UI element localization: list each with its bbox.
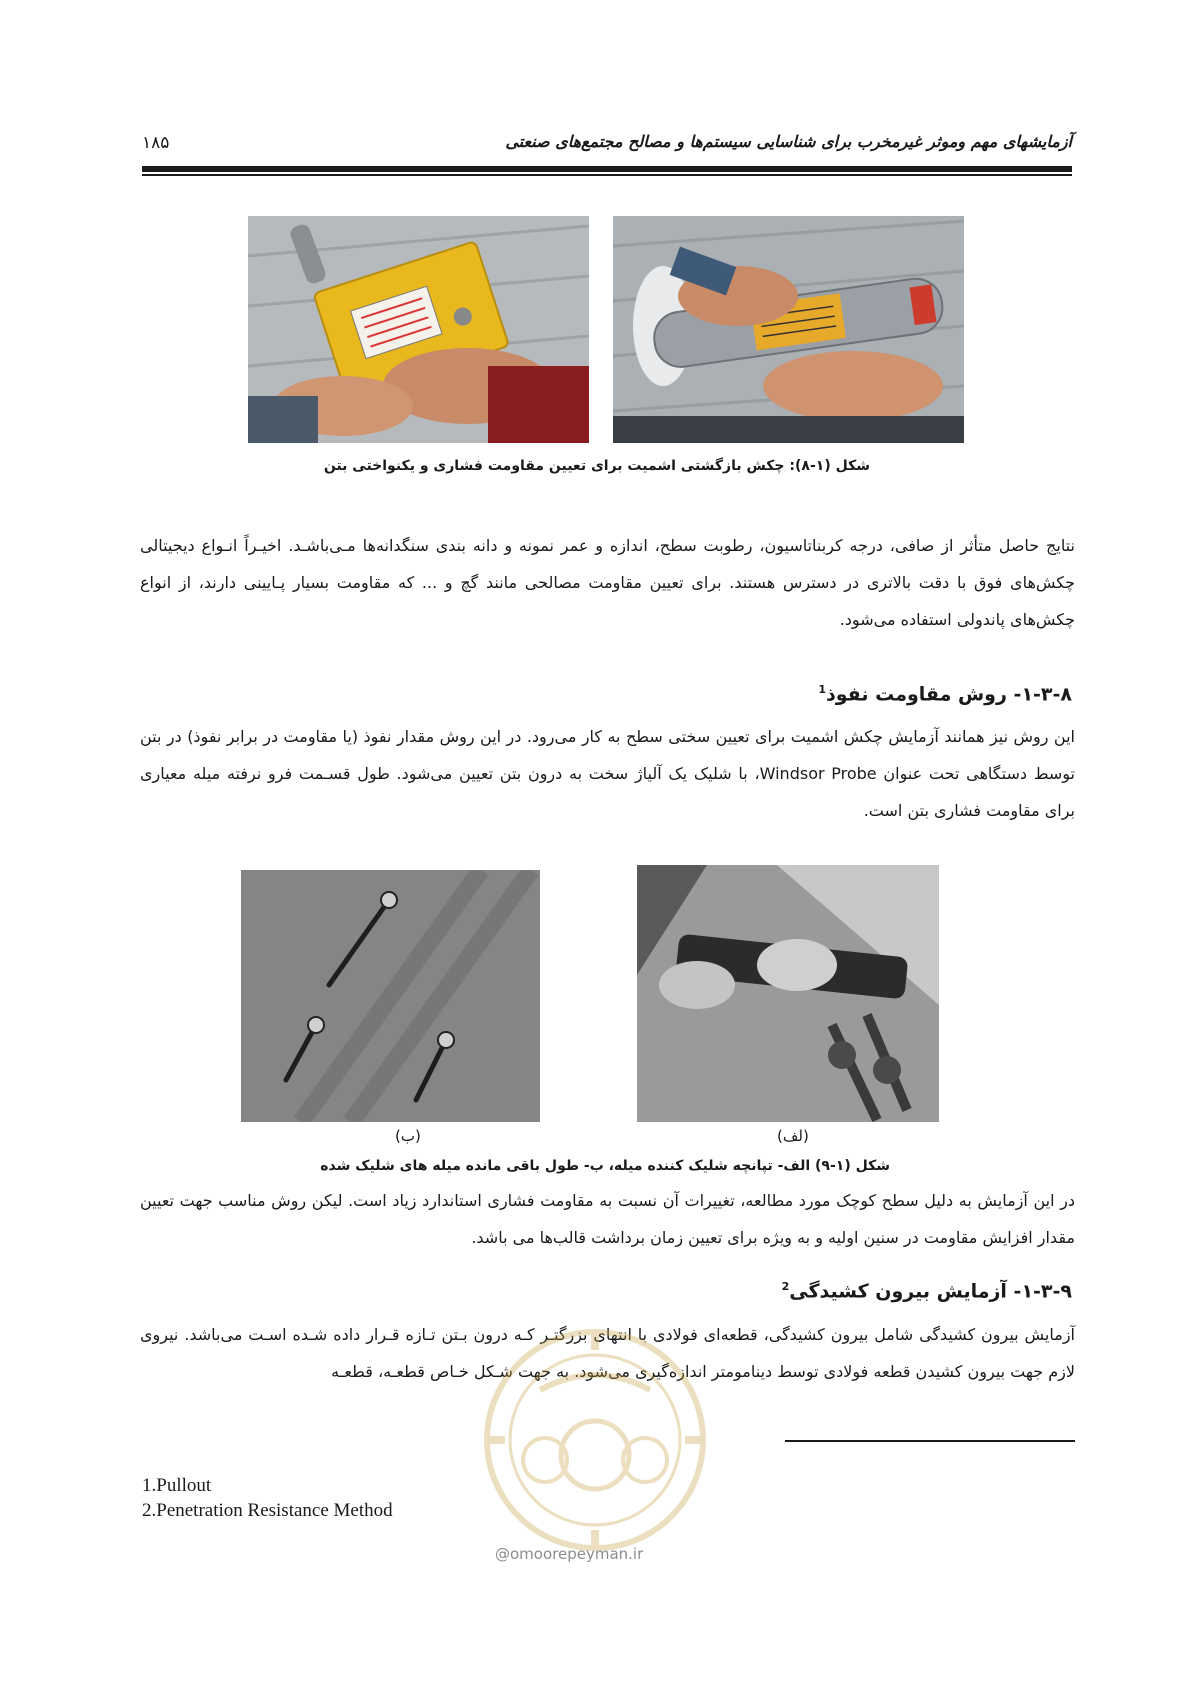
header-rule bbox=[142, 166, 1072, 172]
analog-hammer-illustration bbox=[613, 216, 964, 443]
photo-remaining-probes bbox=[241, 870, 540, 1122]
paragraph: در این آزمایش به دلیل سطح کوچک مورد مطالعه، تغییرات آن نسبت به مقاومت فشاری استاندارد زیاد است. لیکن روش مناسب جهت تعیین مقدار افزایش مقاومت در سنین اولیه و به ویژه برای تعیین زمان برداشت قالب‌ها می باشد. bbox=[140, 1191, 1075, 1247]
paragraph: این روش نیز همانند آزمایش چکش اشمیت برای تعیین سختی سطح به کار می‌رود. در این روش مقدار نفوذ (یا مقاومت در برابر نفوذ) در بتن توسط دستگاهی تحت عنوان Windsor Probe، با شلیک یک آلیاژ سخت به درون بتن تعیین می‌شود. طول قسـمت فرو نرفته میله معیاری برای مقاومت فشاری بتن است. bbox=[140, 727, 1076, 820]
watermark-logo bbox=[470, 1320, 720, 1560]
section-heading-text: ۱-۳-۸- روش مقاومت نفوذ bbox=[826, 683, 1072, 706]
section-heading-text: ۱-۳-۹- آزمایش بیرون کشیدگی bbox=[789, 1280, 1072, 1303]
footnote-rule bbox=[785, 1440, 1075, 1442]
photo-probe-gun bbox=[637, 865, 939, 1122]
page-number: ۱۸۵ bbox=[142, 133, 170, 153]
photo-analog-rebound-hammer bbox=[613, 216, 964, 443]
section-heading-penetration bbox=[818, 683, 1072, 705]
footnote-marker: 2 bbox=[781, 1280, 790, 1293]
probes-illustration bbox=[241, 870, 540, 1122]
paragraph: آزمایش بیرون کشیدگی شامل بیرون کشیدگی، قطعه‌ای فولادی با انتهای بزرگتـر کـه درون بـتن تـازه قـرار داده شـده اسـت می‌باشد. نیروی لازم جهت بیرون کشیدن قطعه فولادی توسط دینامومتر اندازه‌گیری می‌شود. به جهت شـکل خـاص قطعـه، قطعـه bbox=[140, 1325, 1075, 1381]
paragraph: نتایج حاصل متأثر از صافی، درجه کربناتاسیون، رطوبت سطح، اندازه و عمر نمونه و دانه بندی سنگدانه‌ها مـی‌باشـد. اخیـراً انـواع دیجیتالی چکش‌های فوق با دقت بالاتری در دسترس هستند. برای تعیین مقاومت مصالحی مانند گچ و ... که مقاومت بسیار پـایینی دارند، از انواع چکش‌های پاندولی استفاده می‌شود. bbox=[140, 536, 1075, 629]
probe-gun-illustration bbox=[637, 865, 939, 1122]
running-header: آزمایشهای مهم وموثر غیرمخرب برای شناسایی سیستم‌ها و مصالح مجتمع‌های صنعتی bbox=[505, 132, 1072, 151]
photo-digital-rebound-hammer bbox=[248, 216, 589, 443]
header-rule-thin bbox=[142, 174, 1072, 176]
footnote-marker: 1 bbox=[818, 683, 826, 696]
figure-caption-9: شکل (۱-۹) الف- تپانچه شلیک کننده میله، ب- طول باقی مانده میله های شلیک شده bbox=[320, 1158, 890, 1174]
watermark-url: @omoorepeyman.ir bbox=[495, 1545, 644, 1563]
figure-label-a: (لف) bbox=[777, 1127, 809, 1145]
section-heading-pullout bbox=[782, 1280, 1072, 1302]
figure-caption-8: شکل (۱-۸): چکش بازگشتی اشمیت برای تعیین مقاومت فشاری و یکنواختی بتن bbox=[323, 458, 870, 474]
footnote-2: 2.Penetration Resistance Method bbox=[142, 1500, 393, 1521]
digital-hammer-illustration bbox=[248, 216, 589, 443]
figure-label-b: (ب) bbox=[395, 1127, 421, 1145]
footnote-1: 1.Pullout bbox=[142, 1475, 212, 1496]
